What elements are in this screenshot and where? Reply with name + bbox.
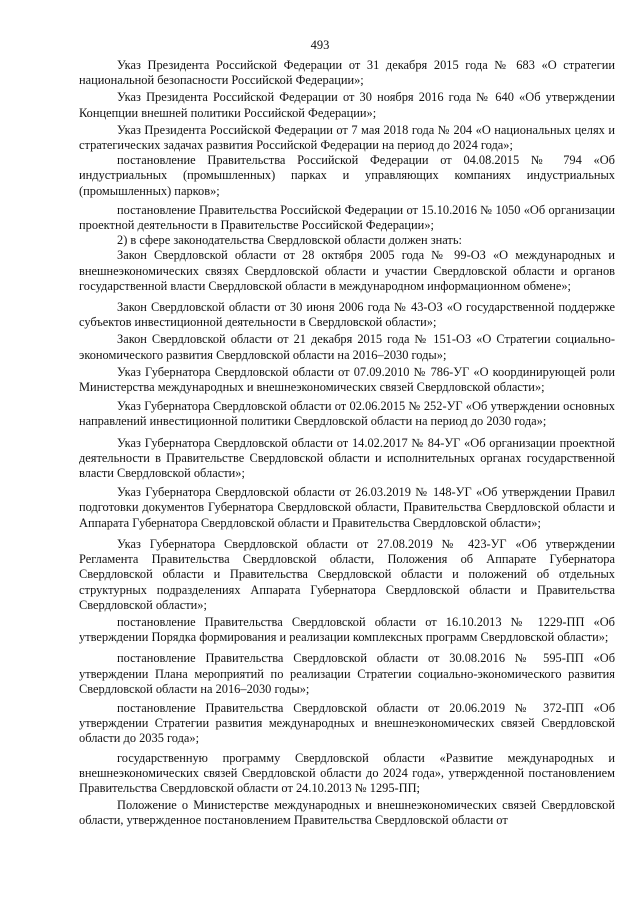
paragraph-decree-148-ug: Указ Губернатора Свердловской области от 26.03.2019 № 148-УГ «Об утверждении Правил подготовки документов Губернатора Свердловской области, Правительства Свердловской области и Аппарата Губернатора Свердловской области и Правительства Свердловской области»;: [79, 485, 615, 530]
paragraph-decree-683: Указ Президента Российской Федерации от 31 декабря 2015 года № 683 «О стратегии национальной безопасности Российской Федерации»;: [79, 58, 615, 88]
paragraph-regional-legislation-heading: 2) в сфере законодательства Свердловской области должен знать:: [117, 233, 462, 248]
paragraph-decree-84-ug: Указ Губернатора Свердловской области от 14.02.2017 № 84-УГ «Об организации проектной деятельности в Правительстве Свердловской области и исполнительных органах государственной власти Свердловской области»;: [79, 435, 615, 481]
paragraph-decree-252-ug: Указ Губернатора Свердловской области от 02.06.2015 № 252-УГ «Об утверждении основных направлений инвестиционной политики Свердловской области на период до 2030 года»;: [79, 399, 615, 429]
paragraph-state-program: государственную программу Свердловской области «Развитие международных и внешнеэкономических связей Свердловской области до 2024 года», утвержденной постановлением Правительства Свердловской области от 24.10.2013 № 1295-ПП;: [79, 750, 615, 795]
paragraph-decree-786-ug: Указ Губернатора Свердловской области от 07.09.2010 № 786-УГ «О координирующей роли Министерства международных и внешнеэкономических связей Свердловской области»;: [79, 364, 615, 395]
paragraph-resolution-794: постановление Правительства Российской Федерации от 04.08.2015 № 794 «Об индустриальных (промышленных) парках и управляющих компаниях индустриальных (промышленных) парков»;: [79, 153, 615, 198]
page-number: 493: [310, 38, 330, 52]
paragraph-decree-423-ug: Указ Губернатора Свердловской области от 27.08.2019 № 423-УГ «Об утверждении Регламента Правительства Свердловской области, Положения об Аппарате Губернатора Свердловской области и Правительства Свердловской области и положений об отдельных структурных подразделениях Аппарата Губернатора Свердловской области и Правительства Свердловской области»;: [79, 536, 615, 612]
document-body: [79, 58, 615, 829]
paragraph-law-151-oz: Закон Свердловской области от 21 декабря 2015 года № 151-ОЗ «О Стратегии социально-экономического развития Свердловской области на 2016–2030 годы»;: [79, 332, 615, 362]
paragraph-law-99-oz: Закон Свердловской области от 28 октября 2005 года № 99-ОЗ «О международных и внешнеэкономических связях Свердловской области и участии Свердловской области и органов государственной власти Свердловской области в международном информационном обмене»;: [79, 248, 615, 293]
paragraph-decree-640: Указ Президента Российской Федерации от 30 ноября 2016 года № 640 «Об утверждении Концепции внешней политики Российской Федерации»;: [79, 90, 615, 120]
paragraph-resolution-595-pp: постановление Правительства Свердловской области от 30.08.2016 № 595-ПП «Об утверждении Плана мероприятий по реализации Стратегии социально-экономического развития Свердловской области на 2016–2030 годы»;: [79, 651, 615, 696]
paragraph-ministry-regulation: Положение о Министерстве международных и внешнеэкономических связей Свердловской области, утвержденное постановлением Правительства Свердловской области от: [79, 798, 615, 828]
paragraph-resolution-1229-pp: постановление Правительства Свердловской области от 16.10.2013 № 1229-ПП «Об утверждении Порядка формирования и реализации комплексных программ Свердловской области»;: [79, 614, 615, 645]
paragraph-decree-204: Указ Президента Российской Федерации от 7 мая 2018 года № 204 «О национальных целях и стратегических задачах развития Российской Федерации на период до 2024 года»;: [79, 122, 615, 153]
paragraph-law-43-oz: Закон Свердловской области от 30 июня 2006 года № 43-ОЗ «О государственной поддержке субъектов инвестиционной деятельности в Свердловской области»;: [79, 300, 615, 330]
paragraph-resolution-372-pp: постановление Правительства Свердловской области от 20.06.2019 № 372-ПП «Об утверждении Стратегии развития международных и внешнеэкономических связей Свердловской области до 2035 года»;: [79, 700, 615, 746]
paragraph-resolution-1050: постановление Правительства Российской Федерации от 15.10.2016 № 1050 «Об организации проектной деятельности в Правительстве Российской Федерации»;: [79, 202, 615, 233]
